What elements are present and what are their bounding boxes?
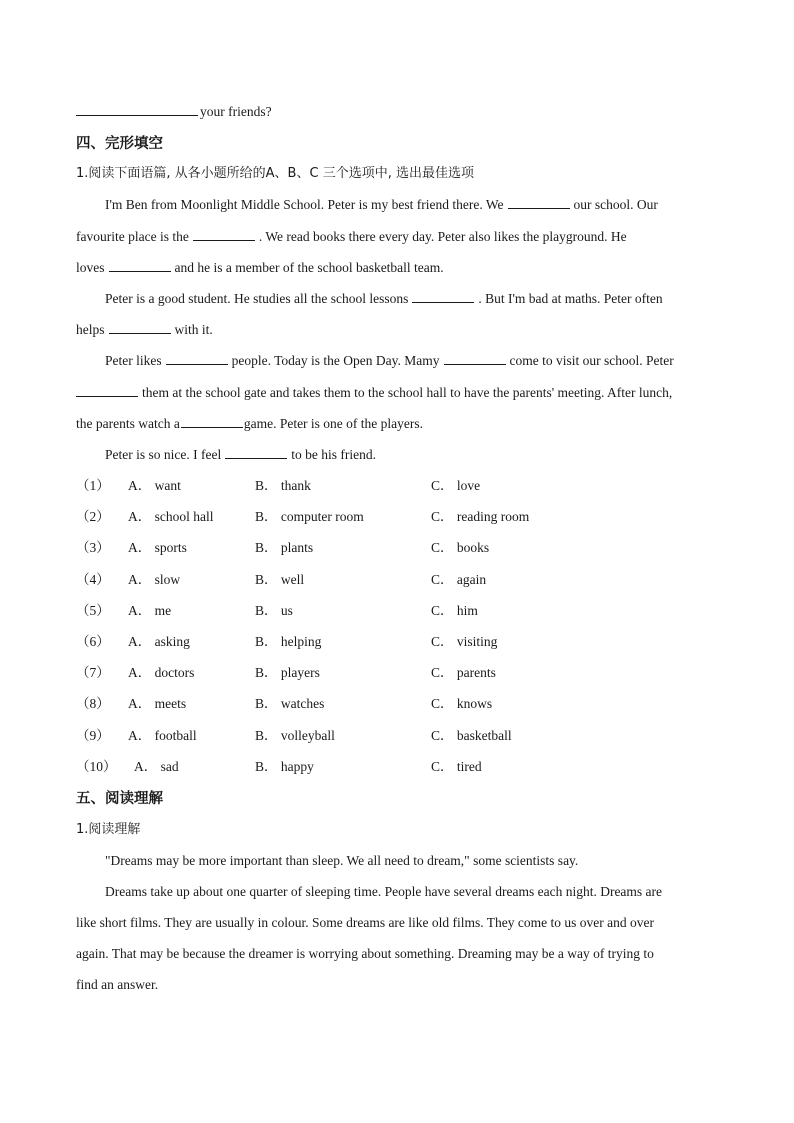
reading-line: find an answer. — [76, 977, 159, 992]
option-row — [76, 508, 722, 526]
passage-text: with it. — [174, 322, 213, 337]
passage-line — [76, 352, 674, 370]
blank-9[interactable] — [181, 415, 243, 428]
cloze-instruction: 1.阅读下面语篇, 从各小题所给的A、B、C 三个选项中, 选出最佳选项 — [76, 166, 474, 181]
question-number: （2） — [76, 509, 110, 525]
passage-line — [76, 196, 658, 214]
option-c[interactable]: C． basketball — [431, 727, 512, 743]
option-a[interactable]: A． sports — [128, 540, 187, 556]
previous-question-text: your friends? — [200, 104, 272, 119]
option-b[interactable]: B． helping — [255, 634, 322, 649]
option-c[interactable]: C． visiting — [431, 634, 498, 649]
passage-text: . We read books there every day. Peter also likes the playground. He — [258, 229, 627, 244]
option-row — [76, 477, 722, 495]
question-number: （8） — [76, 696, 110, 712]
option-b[interactable]: B． volleyball — [255, 727, 335, 743]
option-c[interactable]: C． him — [431, 602, 478, 618]
blank-6[interactable] — [166, 352, 228, 365]
option-a[interactable]: A． want — [128, 478, 181, 493]
option-a[interactable]: A． football — [128, 727, 197, 743]
blank-8[interactable] — [76, 384, 138, 397]
passage-text: them at the school gate and takes them to the school hall to have the parents' meeting. After lunch, — [142, 385, 673, 400]
option-a[interactable]: A． asking — [128, 634, 190, 649]
passage-text: Peter is a good student. He studies all the school lessons — [105, 291, 409, 306]
option-a[interactable]: A． doctors — [128, 665, 195, 681]
passage-line — [76, 415, 423, 433]
option-b[interactable]: B． well — [255, 571, 305, 587]
option-c[interactable]: C． tired — [431, 758, 482, 774]
question-number: （1） — [76, 478, 110, 493]
blank-5[interactable] — [109, 321, 171, 334]
option-row — [76, 602, 722, 620]
option-row — [76, 571, 722, 589]
option-b[interactable]: B． us — [255, 602, 293, 618]
option-c[interactable]: C． love — [431, 478, 481, 493]
passage-line — [76, 321, 213, 339]
option-c[interactable]: C． books — [431, 540, 490, 556]
option-c[interactable]: C． reading room — [431, 509, 530, 525]
section-heading-reading: 五、阅读理解 — [76, 791, 163, 807]
option-a[interactable]: A． meets — [128, 696, 187, 712]
blank-7[interactable] — [444, 352, 506, 365]
passage-text: favourite place is the — [76, 229, 189, 244]
answer-blank[interactable] — [76, 103, 198, 116]
blank-4[interactable] — [412, 290, 474, 303]
passage-text: our school. Our — [573, 197, 658, 212]
passage-text: game. Peter is one of the players. — [243, 416, 424, 431]
passage-line — [76, 228, 627, 246]
passage-text: helps — [76, 322, 105, 337]
option-b[interactable]: B． watches — [255, 696, 325, 712]
section-heading-cloze: 四、完形填空 — [76, 136, 163, 152]
question-number: （9） — [76, 727, 110, 743]
blank-3[interactable] — [109, 259, 171, 272]
reading-line: again. That may be because the dreamer is worrying about something. Dreaming may be a way of trying to — [76, 946, 654, 961]
passage-text: Peter likes — [105, 353, 162, 368]
reading-line: "Dreams may be more important than sleep. We all need to dream," some scientists say. — [105, 853, 579, 868]
option-row — [76, 758, 722, 776]
passage-text: the parents watch a — [76, 416, 180, 431]
blank-1[interactable] — [508, 196, 570, 209]
question-number: （7） — [76, 665, 110, 681]
passage-line — [76, 290, 663, 308]
passage-line — [76, 259, 444, 277]
passage-text: Peter is so nice. I feel — [105, 447, 222, 462]
option-row — [76, 633, 722, 651]
previous-question-line — [76, 103, 272, 121]
question-number: （6） — [76, 634, 110, 649]
option-a[interactable]: A． me — [128, 602, 172, 618]
question-number: （5） — [76, 602, 110, 618]
question-number: （3） — [76, 540, 110, 556]
option-a[interactable]: A． sad — [134, 758, 179, 774]
blank-2[interactable] — [193, 228, 255, 241]
option-c[interactable]: C． parents — [431, 665, 496, 681]
passage-line — [76, 446, 376, 464]
option-c[interactable]: C． knows — [431, 696, 493, 712]
option-row — [76, 664, 722, 682]
question-number: （10） — [76, 758, 117, 774]
passage-text: loves — [76, 260, 105, 275]
option-a[interactable]: A． slow — [128, 571, 181, 587]
blank-10[interactable] — [225, 446, 287, 459]
option-row — [76, 727, 722, 745]
passage-text: come to visit our school. Peter — [509, 353, 674, 368]
passage-text: to be his friend. — [291, 447, 376, 462]
question-number: （4） — [76, 571, 110, 587]
option-b[interactable]: B． happy — [255, 758, 314, 774]
passage-text: and he is a member of the school basketball team. — [174, 260, 444, 275]
option-b[interactable]: B． plants — [255, 540, 314, 556]
option-c[interactable]: C． again — [431, 571, 487, 587]
passage-text: . But I'm bad at maths. Peter often — [478, 291, 663, 306]
passage-text: people. Today is the Open Day. Mamy — [231, 353, 440, 368]
option-a[interactable]: A． school hall — [128, 509, 214, 525]
reading-line: like short films. They are usually in colour. Some dreams are like old films. They come to us over and over — [76, 915, 654, 930]
option-b[interactable]: B． thank — [255, 478, 311, 493]
passage-text: I'm Ben from Moonlight Middle School. Peter is my best friend there. We — [105, 197, 504, 212]
option-row — [76, 539, 722, 557]
passage-line — [76, 384, 672, 402]
option-b[interactable]: B． computer room — [255, 509, 364, 525]
option-b[interactable]: B． players — [255, 665, 320, 681]
reading-line: Dreams take up about one quarter of sleeping time. People have several dreams each night. Dreams are — [105, 884, 663, 899]
reading-instruction: 1.阅读理解 — [76, 822, 141, 837]
option-row — [76, 695, 722, 713]
